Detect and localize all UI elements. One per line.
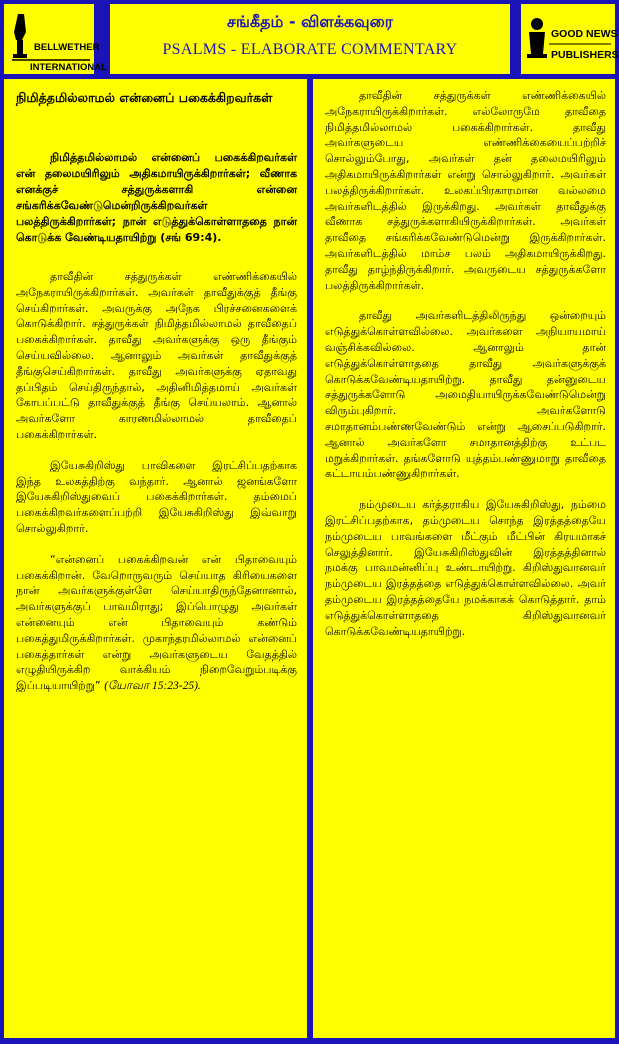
scripture-quote: “என்னைப் பகைக்கிறவன் என் பிதாவையும் பகைக்கிறான். வேறொருவரும் செய்யாத கிரியைகளை நான் அவர்களுக்குள்ளே செய்யாதிருந்தேனானால், அவர்களுக்குப் பாவமிராது; இப்பொழுது அவர்கள் என்னையும் என் பிதாவையும் கண்டும் பகைத்துமிருக்கிறார்கள். முகாந்தரமில்லாமல் என்னைப் பகைத்தார்கள் என்று அவர்களுடைய வேதத்தில் எழுதியிருக்கிற வாக்கியம் நிறைவேறும்படிக்கு இப்படியாயிற்று”: [16, 552, 297, 693]
right-logo-line1: GOOD NEWS: [551, 28, 618, 40]
section-heading: நிமித்தமில்லாமல் என்னைப் பகைக்கிறவர்கள்: [16, 90, 273, 105]
bellwether-logo: [4, 4, 107, 74]
header-english-title: PSALMS - ELABORATE COMMENTARY: [162, 41, 458, 58]
scripture-reference: (யோவா 15:23-25).: [104, 680, 201, 693]
right-paragraph-1: தாவீதின் சத்துருக்கள் எண்ணிக்கையில் அநேகராயிருக்கிறார்கள். எல்லோருமே தாவீதை நிமித்தமில்லாமல் பகைக்கிறார்கள். தாவீது அவர்களுடைய எண்ணிக்கையைப்பற்றிச் சொல்லும்போது, அவர்கள் தன் தலைமயிரிலும் அதிகமாயிருக்கிறார்கள் என்று சொல்லுகிறார். அவர்கள் பலத்திருக்கிறார்கள். உலகப்பிரகாரமான வல்லமை அவர்களிடத்தில் இருக்கிறது. அவர்கள் தாவீதுக்கு வீணாக சத்துருக்களாகியிருக்கிறார்கள். அவர்கள் தாவீதை சங்கரிக்கவேண்டுமென்று இருக்கிறார்கள். அவர்களிடத்தில் மாம்ச பலம் அதிகமாயிருக்கிறது. தாவீது தாழ்ந்திருக்கிறார். அவருடைய சத்துருக்களோ பலத்திருக்கிறார்கள்.: [325, 89, 606, 292]
good-news-logo-icon: [521, 4, 619, 74]
good-news-logo: [521, 4, 619, 74]
key-verse: நிமித்தமில்லாமல் என்னைப் பகைக்கிறவர்கள் என் தலைமயிரிலும் அதிகமாயிருக்கிறார்கள்; வீணாக எனக்குச் சத்துருக்களாகி என்னை சங்கரிக்கவேண்டுமென்றிருக்கிறவர்கள் பலத்திருக்கிறார்கள்; நான் எடுத்துக்கொள்ளாததை நான் கொடுக்க வேண்டியதாயிற்று (சங் 69:4).: [16, 151, 297, 244]
right-paragraph-3: நம்முடைய கர்த்தராகிய இயேசுகிறிஸ்து, நம்மை இரட்சிப்பதற்காக, தம்முடைய சொந்த இரத்தத்தையே நம்முடைய பாவங்களை மீட்கும் மீட்பின் கிரயமாகச் செலுத்தினார். இயேசுகிறிஸ்துவின் இரத்தத்தினால் நமக்கு பாவமன்னிப்பு உண்டாயிற்று. கிறிஸ்துவானவர் நம்முடைய இரத்தத்தை எடுத்துக்கொள்ளவில்லை. அவர் தம்முடைய இரத்தத்தையே நமக்காகக் கொடுத்தார். தாம் எடுத்துக்கொள்ளாததை கிறிஸ்துவானவர் கொடுக்கவேண்டியதாயிற்று.: [325, 498, 606, 638]
left-column: [4, 79, 307, 1038]
left-paragraph-2: இயேசுகிறிஸ்து பாவிகளை இரட்சிப்பதற்காக இந்த உலகத்திற்கு வந்தார். ஆனால் ஜனங்களோ இயேசுகிறிஸ்துவைப் பகைக்கிறார்கள். தம்மைப் பகைக்கிறவர்களைப்பற்றி இயேசுகிறிஸ்து இவ்வாறு சொல்லுகிறார்.: [16, 458, 297, 535]
header-tamil-title: சங்கீதம் - விளக்கவுரை: [226, 12, 393, 31]
right-paragraph-2: தாவீது அவர்களிடத்திலிருந்து ஒன்றையும் எடுத்துக்கொள்ளவில்லை. அவர்களை அநியாயமாய் வஞ்சிக்கவில்லை. ஆனாலும் தான் எடுத்துக்கொள்ளாததை தாவீது அவர்களுக்குக் கொடுக்கவேண்டியதாயிற்று. தாவீது தன்னுடைய சத்துருக்களோடு அமைதியாயிருக்கவேண்டுமென்று விரும்புகிறார். அவர்களோடு சமாதானம்பண்ணவேண்டும் என்று ஆசைப்படுகிறார். ஆனால் அவர்களோ சமாதானத்திற்கு உட்பட மறுக்கிறார்கள். தங்களோடு யுத்தம்பண்ணுமாறு தாவீதை கட்டாயம்பண்ணுகிறார்கள்.: [325, 309, 606, 481]
left-logo-line2: INTERNATIONAL: [30, 62, 107, 73]
left-logo-line1: BELLWETHER: [34, 42, 100, 53]
bellwether-logo-icon: [4, 4, 107, 74]
left-paragraph-3: [16, 552, 297, 695]
right-column: [313, 79, 615, 1038]
header-title-block: [110, 4, 510, 74]
right-logo-line2: PUBLISHERS: [551, 49, 619, 61]
left-paragraph-1: தாவீதின் சத்துருக்கள் எண்ணிக்கையில் அநேகராயிருக்கிறார்கள். அவர்கள் தாவீதுக்குத் தீங்கு செய்கிறார்கள். அவருக்கு அநேக பிரச்சனைகளைக் கொடுக்கிறார். சத்துருக்கள் நிமித்தமில்லாமல் தாவீதைப் பகைக்கிறார்கள். தாவீது அவர்களுக்கு ஒரு தீங்கும் செய்யவில்லை. ஆனாலும் அவர்கள் தாவீதுக்குத் தீங்குசெய்கிறார்கள். தாவீது அவர்களுக்கு ஏதாவது தப்பிதம் செய்திருந்தால், அதினிமித்தமாய் அவர்கள் கோபப்பட்டு தாவீதுக்குத் தீங்கு செய்யலாம். ஆனால் அவர்களோ காரணமில்லாமல் தாவீதைப் பகைக்கிறார்கள்.: [16, 270, 297, 441]
